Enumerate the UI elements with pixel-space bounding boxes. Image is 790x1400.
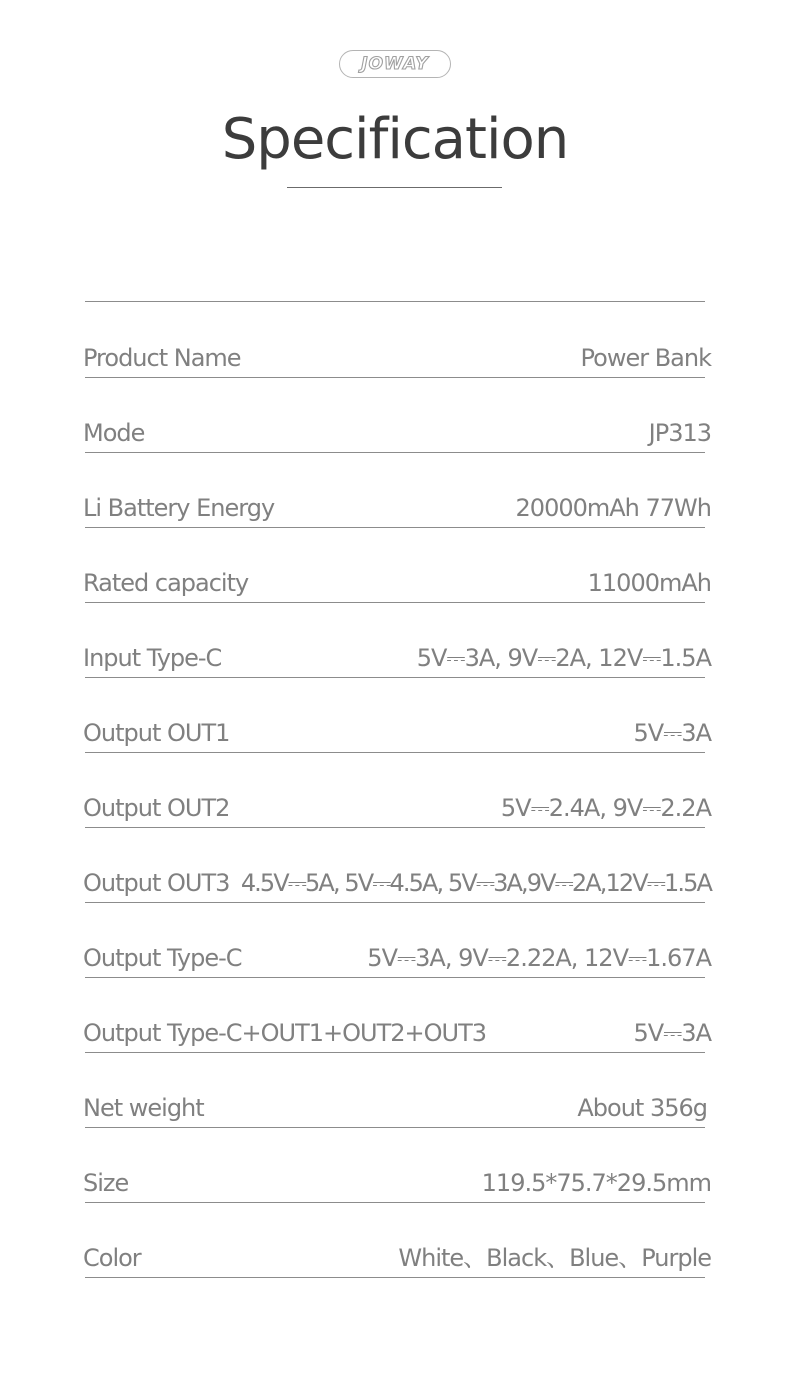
spec-value: 5V⎓3A, 9V⎓2A, 12V⎓1.5A: [416, 644, 711, 672]
spec-row-mode: [83, 418, 711, 448]
joway-logo: [339, 50, 451, 78]
spec-value: 5V⎓2.4A, 9V⎓2.2A: [500, 794, 711, 822]
spec-label: Color: [83, 1244, 141, 1272]
logo-wordmark: JOWAY: [361, 53, 429, 74]
spec-label: Output Type-C+OUT1+OUT2+OUT3: [83, 1019, 487, 1047]
spec-label: Mode: [83, 419, 145, 447]
spec-label: Product Name: [83, 344, 241, 372]
spec-value: 5V⎓3A: [633, 1019, 711, 1047]
spec-label: Input Type-C: [83, 644, 222, 672]
spec-value: 20000mAh 77Wh: [515, 494, 711, 522]
spec-value: White、Black、Blue、Purple: [398, 1244, 711, 1272]
spec-value: 119.5*75.7*29.5mm: [481, 1169, 711, 1197]
spec-table-top-rule: [85, 301, 705, 302]
page-title: Specification: [221, 107, 569, 172]
spec-row-output-combined: [83, 1018, 711, 1048]
spec-row-divider: [85, 1052, 705, 1053]
spec-label: Size: [83, 1169, 129, 1197]
spec-value: 4.5V⎓5A, 5V⎓4.5A, 5V⎓3A,9V⎓2A,12V⎓1.5A: [240, 869, 711, 897]
spec-row-divider: [85, 752, 705, 753]
spec-label: Output OUT3: [83, 869, 230, 897]
spec-row-divider: [85, 527, 705, 528]
spec-row-divider: [85, 902, 705, 903]
spec-row-input-type-c: [83, 643, 711, 673]
spec-row-divider: [85, 377, 705, 378]
spec-row-divider: [85, 827, 705, 828]
spec-row-divider: [85, 977, 705, 978]
spec-row-rated-capacity: [83, 568, 711, 598]
spec-row-size: [83, 1168, 711, 1198]
spec-value: Power Bank: [580, 344, 711, 372]
spec-row-battery-energy: [83, 493, 711, 523]
spec-value: About 356g: [577, 1094, 707, 1122]
spec-row-divider: [85, 602, 705, 603]
spec-row-divider: [85, 1202, 705, 1203]
spec-row-product-name: [83, 343, 711, 373]
spec-label: Output OUT1: [83, 719, 230, 747]
spec-row-output-out3: [83, 868, 711, 898]
spec-label: Output Type-C: [83, 944, 242, 972]
spec-row-color: [83, 1243, 711, 1273]
spec-row-output-type-c: [83, 943, 711, 973]
spec-row-divider: [85, 677, 705, 678]
title-underline: [287, 187, 502, 188]
spec-value: 11000mAh: [587, 569, 711, 597]
spec-value: 5V⎓3A: [633, 719, 711, 747]
spec-row-output-out2: [83, 793, 711, 823]
spec-value: JP313: [648, 419, 711, 447]
spec-row-divider: [85, 1127, 705, 1128]
spec-label: Net weight: [83, 1094, 204, 1122]
spec-label: Output OUT2: [83, 794, 230, 822]
spec-row-output-out1: [83, 718, 711, 748]
spec-value: 5V⎓3A, 9V⎓2.22A, 12V⎓1.67A: [367, 944, 711, 972]
spec-row-net-weight: [83, 1093, 711, 1123]
spec-label: Li Battery Energy: [83, 494, 275, 522]
spec-label: Rated capacity: [83, 569, 249, 597]
spec-row-divider: [85, 1277, 705, 1278]
spec-row-divider: [85, 452, 705, 453]
